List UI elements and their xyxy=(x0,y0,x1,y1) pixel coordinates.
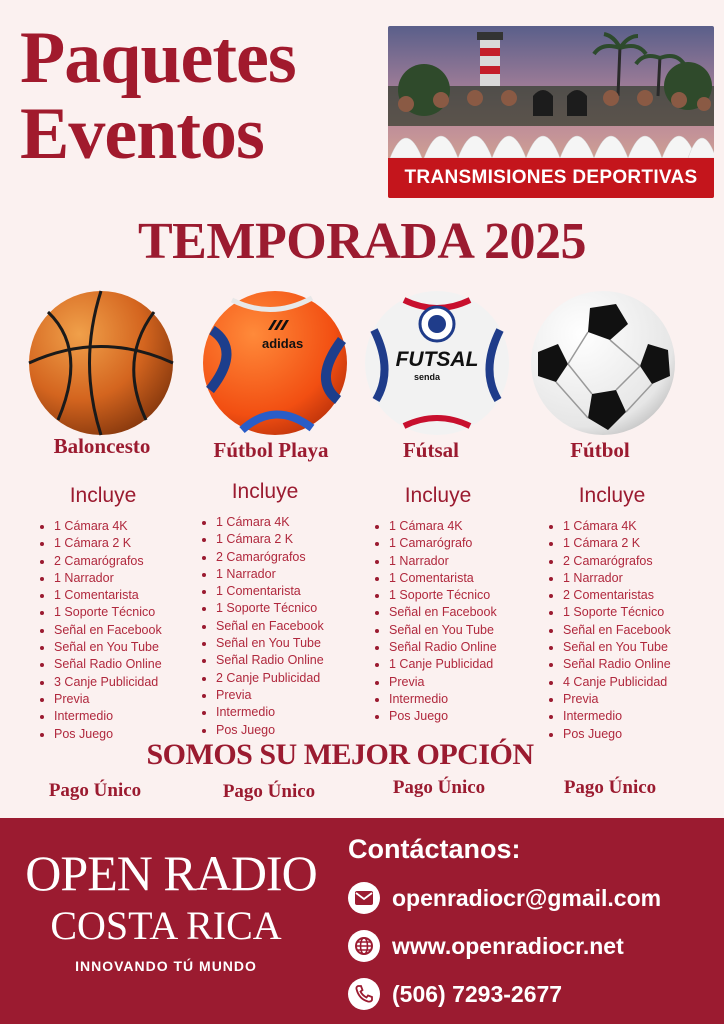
website-link[interactable]: www.openradiocr.net xyxy=(392,932,624,959)
brand-name: OPEN RADIO xyxy=(25,845,317,901)
includes-heading: Incluye xyxy=(404,484,472,507)
list-item: Previa xyxy=(547,691,707,708)
list-item: Señal en You Tube xyxy=(38,639,198,656)
list-item: 1 Camarógrafo xyxy=(373,535,533,552)
includes-heading: Incluye xyxy=(578,484,646,507)
banner-transmisiones: TRANSMISIONES DEPORTIVAS xyxy=(388,158,714,198)
list-item: 3 Canje Publicidad xyxy=(38,674,198,691)
list-item: 1 Narrador xyxy=(38,570,198,587)
sport-name-baloncesto: Baloncesto xyxy=(53,434,151,458)
sport-name-futbol: Fútbol xyxy=(570,438,630,462)
list-item: 1 Narrador xyxy=(200,566,360,583)
contact-phone[interactable] xyxy=(348,978,562,1010)
phone-icon xyxy=(348,978,380,1010)
list-item: Pos Juego xyxy=(38,726,198,743)
list-item: 1 Cámara 2 K xyxy=(200,531,360,548)
contact-email[interactable] xyxy=(348,882,661,914)
included-items-list xyxy=(373,518,533,726)
list-item: 1 Narrador xyxy=(547,570,707,587)
list-item: 2 Camarógrafos xyxy=(200,549,360,566)
phone-number[interactable]: (506) 7293-2677 xyxy=(392,980,563,1007)
price-label-futbol-playa: Pago Único xyxy=(222,781,316,802)
list-item: Señal en You Tube xyxy=(200,635,360,652)
sport-name-futsal: Fútsal xyxy=(402,438,459,462)
list-item: 1 Soporte Técnico xyxy=(547,604,707,621)
senda-ball-text: senda xyxy=(414,372,441,382)
package-futbol xyxy=(547,484,707,743)
title-line-1: Paquetes xyxy=(20,17,296,99)
list-item: Señal Radio Online xyxy=(200,652,360,669)
list-item: 1 Comentarista xyxy=(200,583,360,600)
brand-slogan: INNOVANDO TÚ MUNDO xyxy=(75,958,257,974)
list-item: Previa xyxy=(373,674,533,691)
list-item: Intermedio xyxy=(200,704,360,721)
email-link[interactable]: openradiocr@gmail.com xyxy=(392,884,662,911)
soccer-ball-icon xyxy=(530,290,676,436)
list-item: 1 Cámara 4K xyxy=(547,518,707,535)
included-items-list xyxy=(200,514,360,739)
adidas-logo: adidas xyxy=(262,336,304,351)
package-baloncesto xyxy=(38,484,198,743)
beach-soccer-ball-icon xyxy=(202,290,348,436)
list-item: 1 Cámara 4K xyxy=(38,518,198,535)
list-item: 2 Camarógrafos xyxy=(547,553,707,570)
team-photo xyxy=(388,26,714,198)
list-item: 1 Cámara 4K xyxy=(373,518,533,535)
price-label-futbol: Pago Único xyxy=(563,777,657,798)
list-item: Señal Radio Online xyxy=(547,656,707,673)
footer xyxy=(0,818,724,1024)
list-item: 2 Canje Publicidad xyxy=(200,670,360,687)
list-item: Señal en Facebook xyxy=(200,618,360,635)
page-title xyxy=(20,17,380,175)
includes-heading: Incluye xyxy=(231,480,299,503)
list-item: Intermedio xyxy=(547,708,707,725)
season-heading: TEMPORADA 2025 xyxy=(138,213,586,270)
list-item: Señal en Facebook xyxy=(38,622,198,639)
includes-heading: Incluye xyxy=(69,484,137,507)
package-futbol-playa xyxy=(200,480,360,739)
sport-name-futbol-playa: Fútbol Playa xyxy=(213,438,329,462)
list-item: 1 Soporte Técnico xyxy=(373,587,533,604)
list-item: Señal en Facebook xyxy=(547,622,707,639)
list-item: Pos Juego xyxy=(373,708,533,725)
included-items-list xyxy=(38,518,198,743)
brand-country: COSTA RICA xyxy=(50,903,282,948)
list-item: 1 Comentarista xyxy=(38,587,198,604)
list-item: 1 Narrador xyxy=(373,553,533,570)
price-label-baloncesto: Pago Único xyxy=(48,780,142,801)
basketball-icon xyxy=(28,290,174,436)
list-item: Señal en Facebook xyxy=(373,604,533,621)
included-items-list xyxy=(547,518,707,743)
list-item: 1 Cámara 4K xyxy=(200,514,360,531)
list-item: Pos Juego xyxy=(200,722,360,739)
list-item: 4 Canje Publicidad xyxy=(547,674,707,691)
futsal-ball-icon xyxy=(364,290,510,436)
list-item: 2 Camarógrafos xyxy=(38,553,198,570)
list-item: Intermedio xyxy=(373,691,533,708)
list-item: 1 Soporte Técnico xyxy=(38,604,198,621)
list-item: Señal Radio Online xyxy=(373,639,533,656)
list-item: Señal Radio Online xyxy=(38,656,198,673)
list-item: Señal en You Tube xyxy=(373,622,533,639)
price-label-futsal: Pago Único xyxy=(392,777,486,798)
list-item: 1 Canje Publicidad xyxy=(373,656,533,673)
list-item: Previa xyxy=(200,687,360,704)
list-item: 1 Cámara 2 K xyxy=(38,535,198,552)
envelope-icon xyxy=(348,882,380,914)
list-item: 1 Cámara 2 K xyxy=(547,535,707,552)
list-item: Previa xyxy=(38,691,198,708)
package-futsal xyxy=(373,484,533,726)
list-item: Intermedio xyxy=(38,708,198,725)
list-item: 2 Comentaristas xyxy=(547,587,707,604)
list-item: Señal en You Tube xyxy=(547,639,707,656)
contact-website[interactable] xyxy=(348,930,624,962)
globe-icon xyxy=(348,930,380,962)
list-item: 1 Comentarista xyxy=(373,570,533,587)
list-item: 1 Soporte Técnico xyxy=(200,600,360,617)
list-item: Pos Juego xyxy=(547,726,707,743)
tagline: SOMOS SU MEJOR OPCIÓN xyxy=(146,738,534,771)
futsal-ball-text: FUTSAL xyxy=(395,348,479,371)
title-line-2: Eventos xyxy=(20,93,264,175)
contact-title: Contáctanos: xyxy=(348,834,521,864)
